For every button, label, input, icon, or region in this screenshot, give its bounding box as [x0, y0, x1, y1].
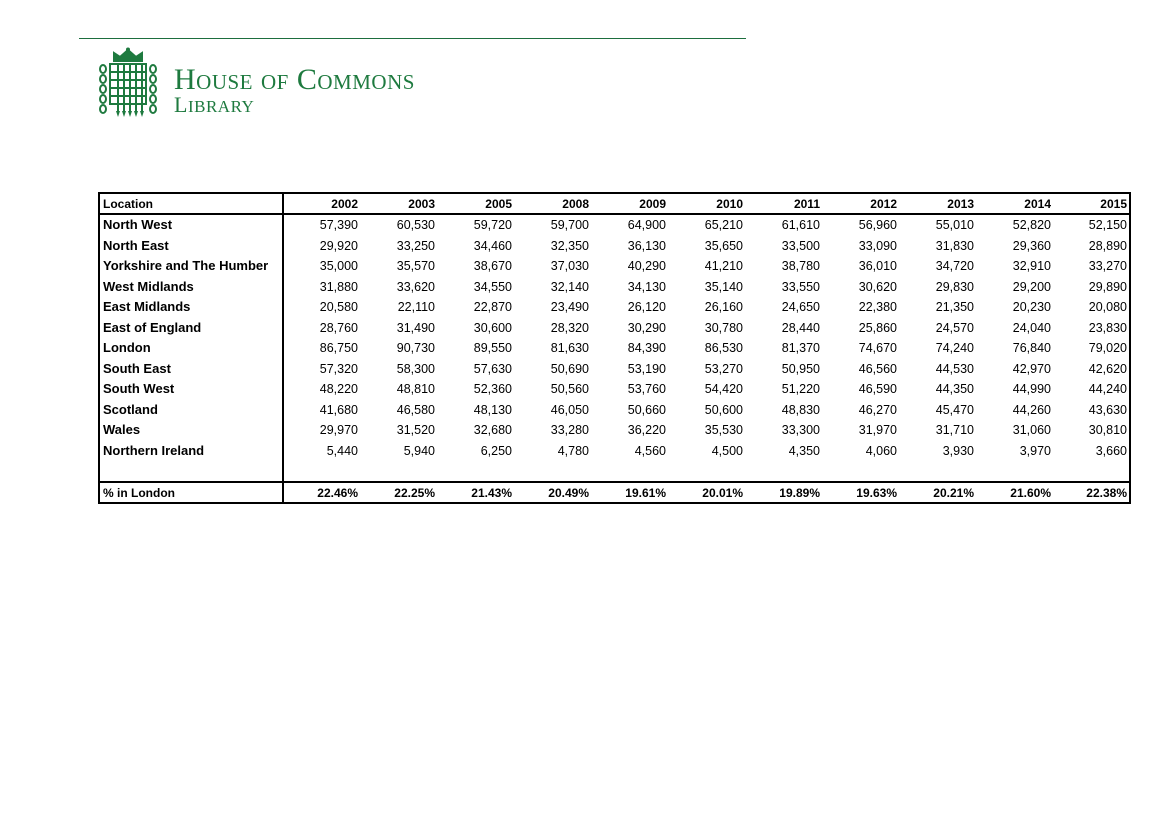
- value-cell: 22,110: [397, 300, 435, 315]
- value-cell: 30,780: [704, 320, 743, 335]
- pct-value-cell: 21.60%: [976, 482, 1053, 503]
- value-cell: 38,780: [781, 259, 820, 274]
- value-cell: 4,350: [788, 443, 820, 458]
- table-row: [99, 318, 1130, 339]
- year-column-header: 2015: [1053, 193, 1130, 214]
- value-cell: 81,630: [550, 341, 589, 356]
- header-rule: [79, 38, 746, 39]
- year-column-header: 2002: [283, 193, 360, 214]
- value-cell: 54,420: [704, 382, 743, 397]
- value-cell: 29,360: [1012, 238, 1051, 253]
- year-column-header: 2010: [668, 193, 745, 214]
- value-cell: 60,530: [396, 218, 435, 233]
- location-cell: Wales: [99, 420, 283, 441]
- value-cell: 4,500: [711, 443, 743, 458]
- logo-wordmark: HOUSE OF COMMONS LIBRARY: [174, 63, 415, 117]
- value-cell: 52,150: [1088, 218, 1127, 233]
- table-row: [99, 236, 1130, 257]
- value-cell: 35,140: [704, 279, 743, 294]
- value-cell: 48,810: [396, 382, 435, 397]
- value-cell: 20,580: [319, 300, 358, 315]
- value-cell: 34,460: [473, 238, 512, 253]
- value-cell: 42,970: [1012, 361, 1051, 376]
- value-cell: 33,250: [396, 238, 435, 253]
- value-cell: 40,290: [627, 259, 666, 274]
- value-cell: 3,930: [942, 443, 974, 458]
- value-cell: 31,830: [935, 238, 974, 253]
- table-header-row: [99, 193, 1130, 214]
- value-cell: 36,130: [627, 238, 666, 253]
- value-cell: 59,700: [550, 218, 589, 233]
- value-cell: 33,500: [781, 238, 820, 253]
- value-cell: 44,260: [1012, 402, 1051, 417]
- value-cell: 31,490: [396, 320, 435, 335]
- spacer-row: [99, 461, 1130, 482]
- year-column-header: 2013: [899, 193, 976, 214]
- value-cell: 35,570: [396, 259, 435, 274]
- value-cell: 32,680: [473, 423, 512, 438]
- value-cell: 41,680: [319, 402, 358, 417]
- value-cell: 44,990: [1012, 382, 1051, 397]
- location-cell: North West: [99, 214, 283, 236]
- location-cell: South East: [99, 359, 283, 380]
- table-row: [99, 420, 1130, 441]
- value-cell: 53,190: [627, 361, 666, 376]
- value-cell: 48,220: [319, 382, 358, 397]
- value-cell: 81,370: [781, 341, 820, 356]
- location-cell: West Midlands: [99, 277, 283, 298]
- value-cell: 76,840: [1012, 341, 1051, 356]
- value-cell: 89,550: [473, 341, 512, 356]
- value-cell: 33,270: [1088, 259, 1127, 274]
- value-cell: 44,530: [935, 361, 974, 376]
- value-cell: 46,270: [858, 402, 897, 417]
- value-cell: 59,720: [473, 218, 512, 233]
- value-cell: 61,610: [781, 218, 820, 233]
- pct-value-cell: 19.63%: [822, 482, 899, 503]
- table-body: [99, 214, 1130, 503]
- table-row: [99, 297, 1130, 318]
- value-cell: 28,320: [550, 320, 589, 335]
- value-cell: 32,350: [550, 238, 589, 253]
- location-cell: East of England: [99, 318, 283, 339]
- value-cell: 52,360: [473, 382, 512, 397]
- pct-label-cell: % in London: [99, 482, 283, 503]
- value-cell: 4,560: [634, 443, 666, 458]
- value-cell: 24,040: [1012, 320, 1051, 335]
- location-cell: Northern Ireland: [99, 441, 283, 462]
- value-cell: 44,350: [935, 382, 974, 397]
- pct-value-cell: 20.01%: [668, 482, 745, 503]
- value-cell: 50,950: [781, 361, 820, 376]
- value-cell: 34,130: [627, 279, 666, 294]
- value-cell: 48,830: [781, 402, 820, 417]
- value-cell: 31,520: [396, 423, 435, 438]
- pct-value-cell: 19.61%: [591, 482, 668, 503]
- value-cell: 3,660: [1095, 443, 1127, 458]
- value-cell: 32,140: [550, 279, 589, 294]
- value-cell: 84,390: [627, 341, 666, 356]
- pct-value-cell: 20.49%: [514, 482, 591, 503]
- location-cell: London: [99, 338, 283, 359]
- value-cell: 33,280: [550, 423, 589, 438]
- year-column-header: 2011: [745, 193, 822, 214]
- value-cell: 46,580: [396, 402, 435, 417]
- value-cell: 37,030: [550, 259, 589, 274]
- value-cell: 38,670: [473, 259, 512, 274]
- value-cell: 22,870: [473, 300, 512, 315]
- value-cell: 5,440: [326, 443, 358, 458]
- value-cell: 29,890: [1088, 279, 1127, 294]
- value-cell: 31,060: [1012, 423, 1051, 438]
- value-cell: 30,290: [627, 320, 666, 335]
- value-cell: 21,350: [935, 300, 974, 315]
- value-cell: 86,530: [704, 341, 743, 356]
- value-cell: 28,440: [781, 320, 820, 335]
- value-cell: 74,240: [935, 341, 974, 356]
- value-cell: 33,090: [858, 238, 897, 253]
- value-cell: 42,620: [1088, 361, 1127, 376]
- location-cell: East Midlands: [99, 297, 283, 318]
- value-cell: 36,220: [627, 423, 666, 438]
- value-cell: 48,130: [473, 402, 512, 417]
- value-cell: 31,970: [858, 423, 897, 438]
- value-cell: 52,820: [1012, 218, 1051, 233]
- value-cell: 50,660: [627, 402, 666, 417]
- value-cell: 35,650: [704, 238, 743, 253]
- table-row: [99, 441, 1130, 462]
- value-cell: 23,490: [550, 300, 589, 315]
- value-cell: 55,010: [935, 218, 974, 233]
- value-cell: 25,860: [858, 320, 897, 335]
- value-cell: 3,970: [1019, 443, 1051, 458]
- value-cell: 29,830: [935, 279, 974, 294]
- value-cell: 29,970: [319, 423, 358, 438]
- value-cell: 31,710: [935, 423, 974, 438]
- portcullis-icon: [98, 47, 158, 119]
- value-cell: 31,880: [319, 279, 358, 294]
- value-cell: 24,570: [935, 320, 974, 335]
- value-cell: 4,060: [865, 443, 897, 458]
- value-cell: 28,760: [319, 320, 358, 335]
- pct-value-cell: 21.43%: [437, 482, 514, 503]
- pct-in-london-row: [99, 482, 1130, 503]
- value-cell: 28,890: [1088, 238, 1127, 253]
- table-row: [99, 277, 1130, 298]
- location-cell: North East: [99, 236, 283, 257]
- value-cell: 34,550: [473, 279, 512, 294]
- value-cell: 34,720: [935, 259, 974, 274]
- spacer-cell: [99, 461, 283, 482]
- value-cell: 65,210: [704, 218, 743, 233]
- value-cell: 22,380: [858, 300, 897, 315]
- value-cell: 57,320: [319, 361, 358, 376]
- value-cell: 46,050: [550, 402, 589, 417]
- location-cell: Scotland: [99, 400, 283, 421]
- value-cell: 46,560: [858, 361, 897, 376]
- value-cell: 33,550: [781, 279, 820, 294]
- year-column-header: 2003: [360, 193, 437, 214]
- table-row: [99, 256, 1130, 277]
- value-cell: 50,690: [550, 361, 589, 376]
- table-row: [99, 214, 1130, 236]
- pct-value-cell: 22.38%: [1053, 482, 1130, 503]
- value-cell: 57,390: [319, 218, 358, 233]
- pct-value-cell: 19.89%: [745, 482, 822, 503]
- value-cell: 35,000: [319, 259, 358, 274]
- table-row: [99, 359, 1130, 380]
- location-column-header: Location: [99, 193, 283, 214]
- house-of-commons-library-logo: [98, 47, 498, 119]
- year-column-header: 2014: [976, 193, 1053, 214]
- value-cell: 53,760: [627, 382, 666, 397]
- table-row: [99, 338, 1130, 359]
- value-cell: 45,470: [935, 402, 974, 417]
- value-cell: 26,160: [704, 300, 743, 315]
- table-row: [99, 379, 1130, 400]
- value-cell: 30,620: [858, 279, 897, 294]
- value-cell: 6,250: [480, 443, 512, 458]
- value-cell: 33,620: [396, 279, 435, 294]
- value-cell: 4,780: [557, 443, 589, 458]
- value-cell: 44,240: [1088, 382, 1127, 397]
- year-column-header: 2008: [514, 193, 591, 214]
- value-cell: 90,730: [396, 341, 435, 356]
- value-cell: 57,630: [473, 361, 512, 376]
- value-cell: 30,810: [1088, 423, 1127, 438]
- value-cell: 24,650: [781, 300, 820, 315]
- value-cell: 23,830: [1088, 320, 1127, 335]
- value-cell: 86,750: [319, 341, 358, 356]
- table-row: [99, 400, 1130, 421]
- value-cell: 29,920: [319, 238, 358, 253]
- value-cell: 20,080: [1088, 300, 1127, 315]
- spacer-cell: [283, 461, 1130, 482]
- year-column-header: 2009: [591, 193, 668, 214]
- value-cell: 53,270: [704, 361, 743, 376]
- value-cell: 51,220: [781, 382, 820, 397]
- value-cell: 50,600: [704, 402, 743, 417]
- value-cell: 20,230: [1012, 300, 1051, 315]
- location-cell: South West: [99, 379, 283, 400]
- pct-value-cell: 22.46%: [283, 482, 360, 503]
- value-cell: 33,300: [781, 423, 820, 438]
- value-cell: 74,670: [858, 341, 897, 356]
- value-cell: 79,020: [1088, 341, 1127, 356]
- value-cell: 43,630: [1088, 402, 1127, 417]
- value-cell: 26,120: [627, 300, 666, 315]
- value-cell: 41,210: [704, 259, 743, 274]
- value-cell: 46,590: [858, 382, 897, 397]
- regional-data-table: [98, 192, 1131, 504]
- value-cell: 29,200: [1012, 279, 1051, 294]
- value-cell: 30,600: [473, 320, 512, 335]
- value-cell: 58,300: [396, 361, 435, 376]
- value-cell: 5,940: [403, 443, 435, 458]
- value-cell: 35,530: [704, 423, 743, 438]
- year-column-header: 2005: [437, 193, 514, 214]
- year-column-header: 2012: [822, 193, 899, 214]
- pct-value-cell: 22.25%: [360, 482, 437, 503]
- value-cell: 32,910: [1012, 259, 1051, 274]
- value-cell: 36,010: [858, 259, 897, 274]
- value-cell: 64,900: [627, 218, 666, 233]
- value-cell: 50,560: [550, 382, 589, 397]
- value-cell: 56,960: [858, 218, 897, 233]
- location-cell: Yorkshire and The Humber: [99, 256, 283, 277]
- pct-value-cell: 20.21%: [899, 482, 976, 503]
